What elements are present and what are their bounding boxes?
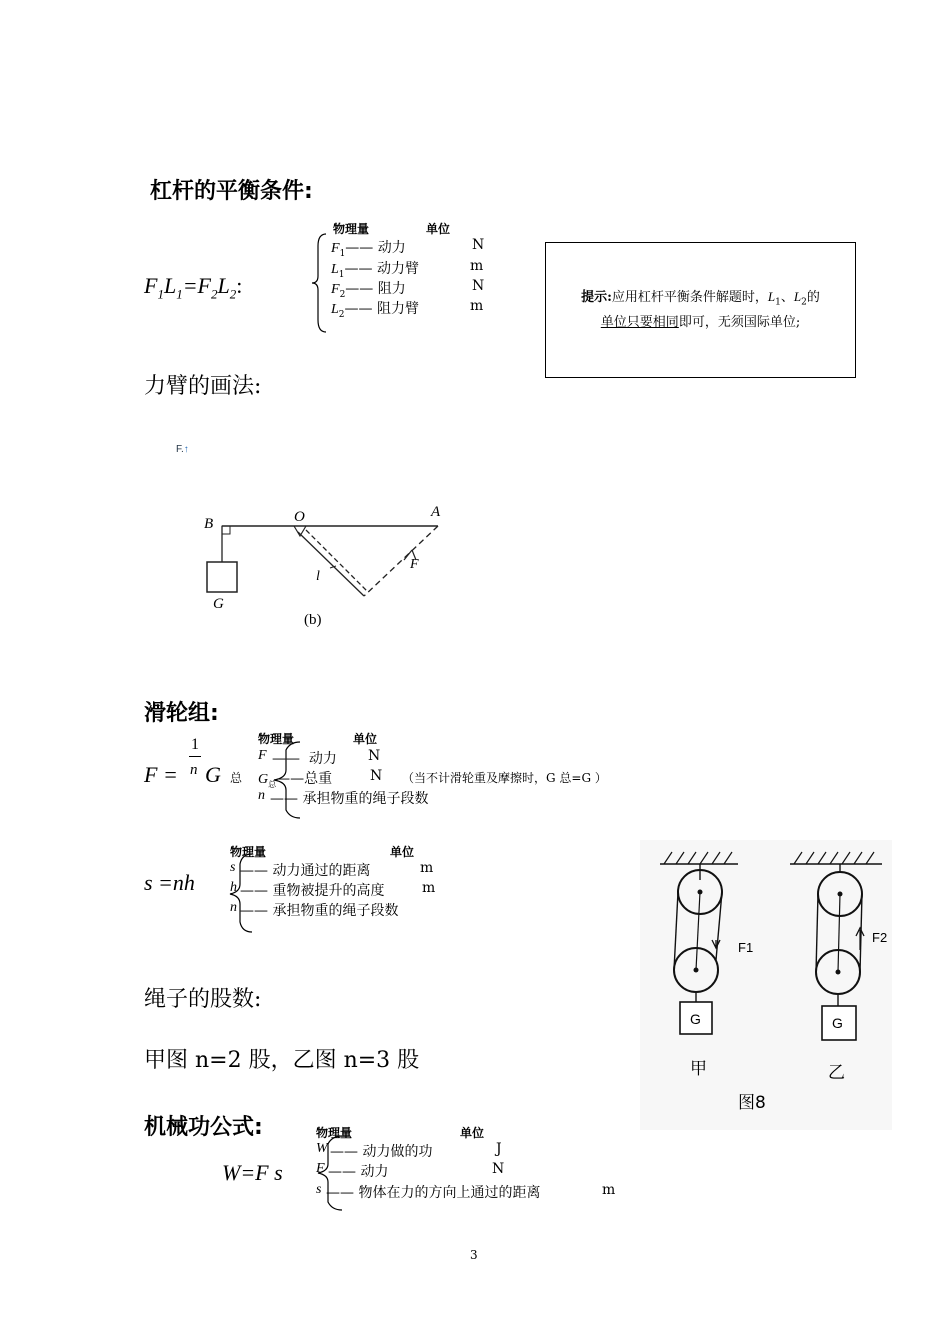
- lever-title: 杠杆的平衡条件:: [150, 179, 313, 204]
- label-B: B: [204, 516, 214, 532]
- lever-col-unit: 单位: [426, 222, 451, 236]
- figure8-caption: 图8: [738, 1093, 766, 1113]
- pulley-col-qty: 物理量: [258, 732, 295, 746]
- tip-line-1: 提示:应用杠杆平衡条件解题时，$L_1$、$L_2$的: [581, 289, 820, 308]
- distance-row-sym: n: [230, 900, 237, 915]
- label-jia: 甲: [690, 1059, 707, 1079]
- lever-row-unit: m: [470, 298, 484, 314]
- distance-row: —— 动力通过的距离: [240, 863, 371, 879]
- lever-row-unit: N: [472, 278, 485, 294]
- work-col-qty: 物理量: [316, 1126, 353, 1140]
- pulley-col-unit: 单位: [353, 732, 378, 746]
- pulley-formula-F: F =: [144, 762, 178, 787]
- rope-title: 绳子的股数:: [144, 987, 262, 1012]
- work-formula: W=F s: [222, 1160, 283, 1185]
- distance-col-qty: 物理量: [230, 845, 267, 859]
- pulley-figure: [640, 840, 892, 1130]
- lever-formula: $F_1L_1=F_2L_2$:: [144, 273, 243, 302]
- lever-row-unit: N: [472, 237, 485, 253]
- arm-title: 力臂的画法:: [144, 374, 262, 399]
- lever-row: $L_2——$ 阻力臂: [331, 301, 419, 320]
- lever-brace: [310, 232, 330, 334]
- work-row-unit: m: [602, 1182, 616, 1198]
- work-row: —— 动力做的功: [330, 1144, 433, 1160]
- small-force-label: F.↑: [176, 444, 189, 455]
- pulley-formula-total: 总: [230, 771, 243, 785]
- label-O: O: [294, 509, 305, 525]
- weight-box: [207, 562, 237, 592]
- pulley-row-sym: n: [258, 788, 265, 803]
- pulley-note: （当不计滑轮重及摩擦时，G 总=G ）: [402, 771, 607, 785]
- tip-box: [545, 242, 856, 378]
- frac-den: n: [190, 762, 198, 778]
- lever-arm-figure: [176, 496, 458, 638]
- page-number: 3: [470, 1248, 478, 1262]
- right-G: G: [832, 1015, 843, 1031]
- work-row-sym: s: [316, 1182, 322, 1197]
- work-col-unit: 单位: [460, 1126, 485, 1140]
- distance-row-unit: m: [422, 880, 436, 896]
- label-A: A: [431, 504, 441, 520]
- pulley-row: $G_总——$总重: [258, 771, 333, 789]
- label-l: l: [316, 569, 320, 584]
- work-row: —— 物体在力的方向上通过的距离: [326, 1185, 541, 1201]
- lever-col-qty: 物理量: [333, 222, 370, 236]
- label-G: G: [213, 596, 224, 612]
- work-row-sym: F: [316, 1161, 325, 1176]
- rope-text: 甲图 n=2 股，乙图 n=3 股: [144, 1048, 420, 1073]
- work-row: —— 动力: [328, 1164, 389, 1180]
- pulley-row-unit: N: [370, 768, 383, 784]
- label-F2: F2: [872, 930, 888, 945]
- distance-col-unit: 单位: [390, 845, 415, 859]
- lever-row: $F_1——$ 动力: [331, 240, 406, 259]
- distance-row: —— 承担物重的绳子段数: [240, 903, 399, 919]
- distance-row: —— 重物被提升的高度: [240, 883, 385, 899]
- pulley-row: —— 动力: [272, 751, 337, 767]
- frac-bar: [189, 756, 201, 757]
- tip-line-2: 单位只要相同即可，无须国际单位;: [600, 314, 801, 330]
- distance-row-unit: m: [420, 860, 434, 876]
- label-F: F: [410, 557, 419, 572]
- frac-num: 1: [191, 736, 199, 753]
- left-G: G: [690, 1011, 701, 1027]
- lever-row: $F_2——$ 阻力: [331, 281, 406, 300]
- lever-row: $L_1——$ 动力臂: [331, 261, 419, 280]
- caption-b: (b): [304, 612, 322, 628]
- lever-row-unit: m: [470, 258, 484, 274]
- work-row-sym: W: [316, 1141, 328, 1156]
- pulley-formula-G: G: [205, 762, 221, 787]
- distance-formula: s =nh: [144, 870, 195, 895]
- pulley-title: 滑轮组:: [144, 701, 219, 726]
- distance-row-sym: s: [230, 860, 236, 875]
- work-row-unit: N: [492, 1161, 505, 1177]
- pulley-row-sym: F: [258, 748, 267, 763]
- work-title: 机械功公式:: [144, 1115, 263, 1140]
- pulley-row: —— 承担物重的绳子段数: [270, 791, 429, 807]
- pulley-row-unit: N: [368, 748, 381, 764]
- up-arrow-icon: ↑: [183, 444, 189, 455]
- work-row-unit: J: [496, 1141, 502, 1157]
- label-yi: 乙: [828, 1063, 845, 1083]
- label-F1: F1: [738, 940, 754, 955]
- distance-row-sym: h: [230, 880, 237, 895]
